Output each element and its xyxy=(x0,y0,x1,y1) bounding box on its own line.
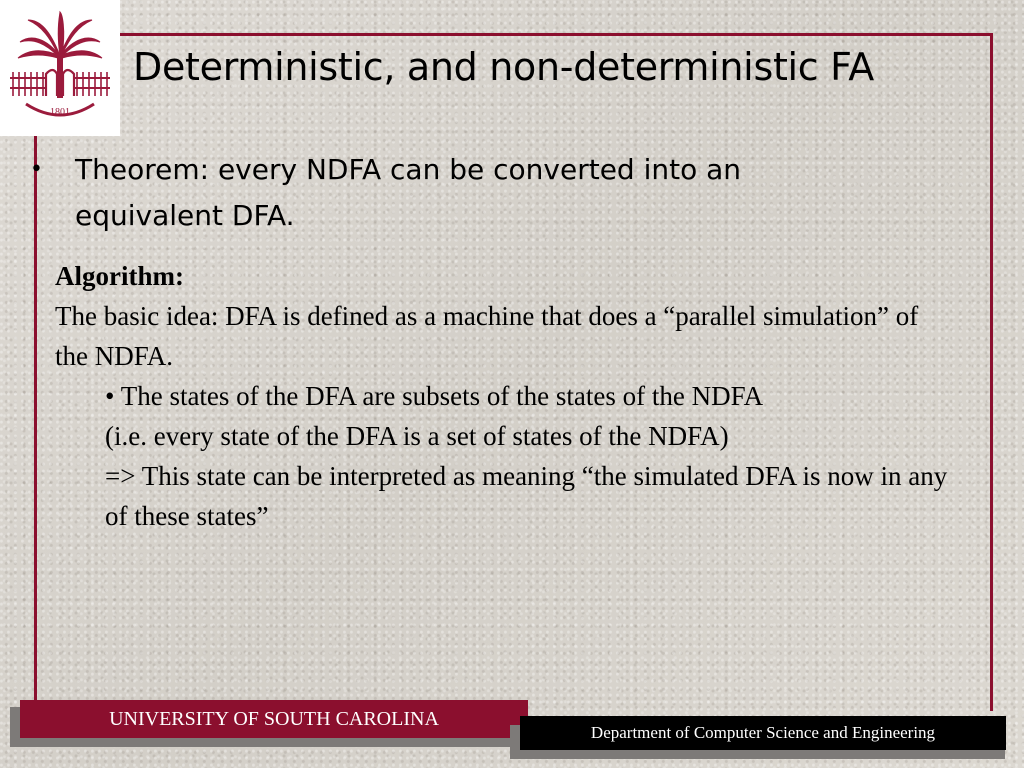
slide-title: Deterministic, and non-deterministic FA xyxy=(133,45,874,89)
algorithm-detail-line: • The states of the DFA are subsets of the states of the NDFA xyxy=(105,381,764,411)
footer-university-name: UNIVERSITY OF SOUTH CAROLINA xyxy=(20,700,528,738)
algorithm-detail-line: (i.e. every state of the DFA is a set of states of the NDFA) xyxy=(105,421,729,451)
algorithm-block xyxy=(55,256,955,536)
bullet-dot: • xyxy=(30,157,43,182)
frame-top-line xyxy=(120,33,993,36)
algorithm-basic-idea: The basic idea: DFA is defined as a machine that does a “parallel simulation” of the NDFA. xyxy=(55,301,919,371)
algorithm-heading: Algorithm: xyxy=(55,261,184,291)
frame-right-line xyxy=(990,33,993,711)
algorithm-detail-line: => This state can be interpreted as meaning “the simulated DFA is now in any of these states” xyxy=(105,461,948,531)
algorithm-details xyxy=(105,376,955,536)
footer-department-name: Department of Computer Science and Engineering xyxy=(520,716,1006,750)
theorem-bullet-item xyxy=(30,147,860,239)
university-logo xyxy=(0,0,120,136)
palmetto-seal-icon xyxy=(6,8,114,128)
logo-year-text: 1801 xyxy=(50,107,70,118)
theorem-text: Theorem: every NDFA can be converted into an equivalent DFA. xyxy=(75,153,742,232)
